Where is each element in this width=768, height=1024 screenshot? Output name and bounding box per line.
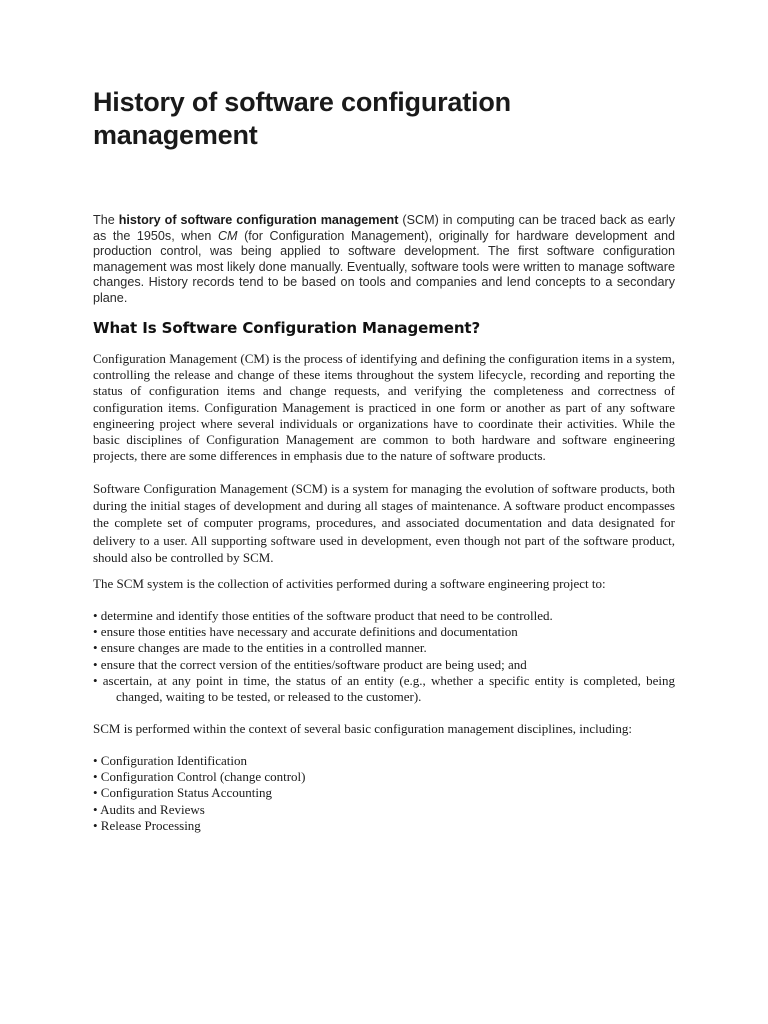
intro-bold-term: history of software configuration management [118,213,399,227]
intro-text-part1: (SCM) in computing can be traced back as early as the 1950s, when [93,213,675,243]
intro-prefix: The [93,213,119,227]
disciplines-intro: SCM is performed within the context of several basic configuration management disciplines, including: [93,721,633,736]
list-item: • ascertain, at any point in time, the status of an entity (e.g., whether a specific entity is completed, being changed, waiting to be tested, or released to the customer). [93,672,675,705]
cm-definition-paragraph: Configuration Management (CM) is the process of identifying and defining the configuration items in a system, controlling the release and change of these items throughout the system lifecycle, recording and reporting the status of configuration items and change requests, and verifying the completeness and correctness of configuration items. Configuration Management is practiced in one form or another as part of any software engineering project where several individuals or organizations have to coordinate their activities. While the basic disciplines of Configuration Management are common to both hardware and software engineering projects, there are some differences in emphasis due to the nature of software products. [93,351,675,464]
list-item: • ensure that the correct version of the entities/software product are being used; and [93,656,527,672]
document-page [93,0,675,1024]
list-item: • Configuration Status Accounting [93,785,272,801]
list-item: • Configuration Control (change control) [93,769,306,785]
scm-definition-paragraph: Software Configuration Management (SCM) is a system for managing the evolution of software products, both during the initial stages of development and during all stages of maintenance. A software product encompasses the complete set of computer programs, procedures, and associated documentation and data designated for delivery to a user. All supporting software used in development, even though not part of the software product, should also be controlled by SCM. [93,481,675,565]
list-item: • Configuration Identification [93,753,248,768]
list-item: • Release Processing [93,817,201,833]
activities-list [93,608,675,705]
list-item: • determine and identify those entities of the software product that need to be controlled. [93,608,553,623]
intro-italic-cm: CM [217,228,238,243]
intro-paragraph [93,213,675,307]
disciplines-list [93,753,675,834]
section-heading: What Is Software Configuration Management? [93,319,481,337]
list-item: • Audits and Reviews [93,801,205,817]
scm-activities-intro: The SCM system is the collection of activities performed during a software engineering project to: [93,576,606,591]
list-item: • ensure changes are made to the entities in a controlled manner. [93,640,427,656]
intro-text-part2: (for Configuration Management), originally for hardware development and production control, was being applied to software development. The first software configuration management was most likely done manually. Eventually, software tools were written to manage software changes. History records tend to be based on tools and companies and lend concepts to a secondary plane. [93,228,675,305]
list-item: • ensure those entities have necessary and accurate definitions and documentation [93,624,518,640]
document-title: History of software configuration management [93,87,511,150]
